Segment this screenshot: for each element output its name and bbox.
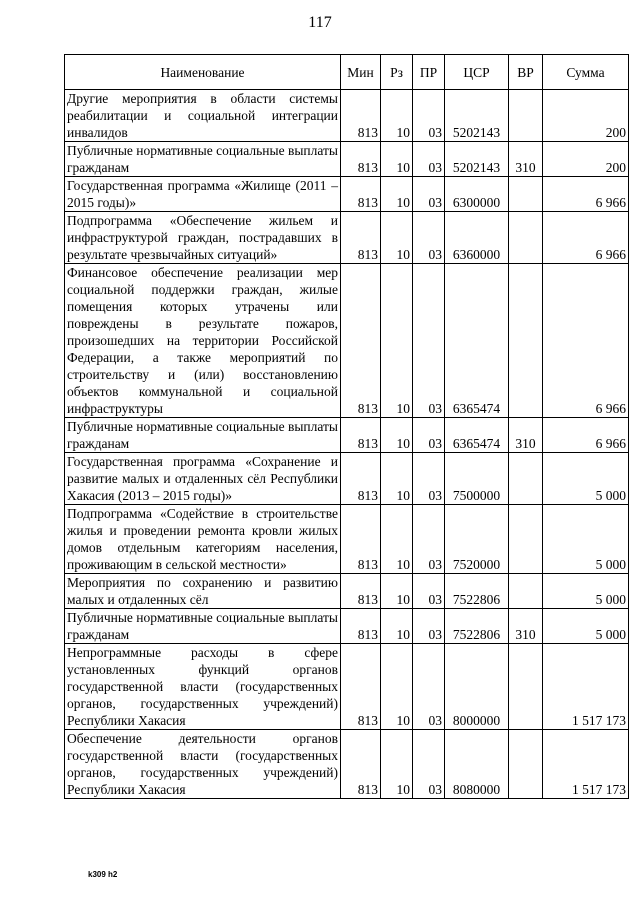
header-vr: ВР	[509, 55, 543, 90]
cell-min: 813	[341, 453, 381, 505]
cell-name: Подпрограмма «Обеспечение жильем и инфраструктурой граждан, пострадавших в результате чрезвычайных ситуаций»	[65, 212, 341, 264]
cell-pr: 03	[413, 505, 445, 574]
header-csr: ЦСР	[445, 55, 509, 90]
cell-vr	[509, 453, 543, 505]
cell-vr	[509, 644, 543, 730]
table-row	[65, 609, 629, 644]
cell-vr	[509, 90, 543, 142]
cell-csr: 7522806	[445, 574, 509, 609]
cell-sum: 5 000	[543, 453, 629, 505]
header-min: Мин	[341, 55, 381, 90]
cell-name: Государственная программа «Жилище (2011 – 2015 годы)»	[65, 177, 341, 212]
cell-name: Непрограммные расходы в сфере установленных функций органов государственной власти (государственных органов, государственных учреждений) Республики Хакасия	[65, 644, 341, 730]
cell-min: 813	[341, 730, 381, 799]
cell-min: 813	[341, 574, 381, 609]
header-rz: Рз	[381, 55, 413, 90]
cell-csr: 6365474	[445, 264, 509, 418]
cell-sum: 5 000	[543, 505, 629, 574]
cell-min: 813	[341, 505, 381, 574]
cell-name: Другие мероприятия в области системы реабилитации и социальной интеграции инвалидов	[65, 90, 341, 142]
cell-vr: 310	[509, 142, 543, 177]
cell-name: Публичные нормативные социальные выплаты гражданам	[65, 418, 341, 453]
cell-pr: 03	[413, 574, 445, 609]
cell-pr: 03	[413, 212, 445, 264]
table-row	[65, 730, 629, 799]
cell-vr: 310	[509, 609, 543, 644]
cell-sum: 5 000	[543, 609, 629, 644]
cell-csr: 6365474	[445, 418, 509, 453]
cell-csr: 5202143	[445, 142, 509, 177]
cell-csr: 6300000	[445, 177, 509, 212]
cell-vr	[509, 574, 543, 609]
cell-name: Публичные нормативные социальные выплаты гражданам	[65, 609, 341, 644]
cell-csr: 6360000	[445, 212, 509, 264]
cell-csr: 8000000	[445, 644, 509, 730]
cell-csr: 7500000	[445, 453, 509, 505]
cell-sum: 1 517 173	[543, 644, 629, 730]
table-row	[65, 264, 629, 418]
cell-csr: 8080000	[445, 730, 509, 799]
cell-vr	[509, 264, 543, 418]
header-sum: Сумма	[543, 55, 629, 90]
cell-rz: 10	[381, 418, 413, 453]
cell-min: 813	[341, 90, 381, 142]
cell-min: 813	[341, 142, 381, 177]
cell-rz: 10	[381, 644, 413, 730]
cell-sum: 6 966	[543, 177, 629, 212]
budget-table	[64, 54, 629, 799]
footer-code: k309 h2	[88, 870, 118, 879]
table-row	[65, 418, 629, 453]
cell-vr	[509, 177, 543, 212]
cell-min: 813	[341, 418, 381, 453]
cell-pr: 03	[413, 264, 445, 418]
table-header-row	[65, 55, 629, 90]
cell-name: Публичные нормативные социальные выплаты гражданам	[65, 142, 341, 177]
cell-rz: 10	[381, 142, 413, 177]
table-row	[65, 505, 629, 574]
cell-sum: 6 966	[543, 264, 629, 418]
cell-rz: 10	[381, 574, 413, 609]
cell-min: 813	[341, 177, 381, 212]
cell-sum: 1 517 173	[543, 730, 629, 799]
cell-pr: 03	[413, 142, 445, 177]
cell-vr	[509, 730, 543, 799]
cell-name: Мероприятия по сохранению и развитию малых и отдаленных сёл	[65, 574, 341, 609]
cell-rz: 10	[381, 177, 413, 212]
cell-name: Подпрограмма «Содействие в строительстве жилья и проведении ремонта кровли жилых домов отдельным категориям населения, проживающим в сельской местности»	[65, 505, 341, 574]
cell-pr: 03	[413, 453, 445, 505]
cell-vr	[509, 212, 543, 264]
cell-pr: 03	[413, 644, 445, 730]
cell-pr: 03	[413, 609, 445, 644]
cell-vr	[509, 505, 543, 574]
cell-rz: 10	[381, 505, 413, 574]
cell-sum: 6 966	[543, 418, 629, 453]
cell-rz: 10	[381, 730, 413, 799]
table-row	[65, 453, 629, 505]
cell-csr: 7522806	[445, 609, 509, 644]
cell-name: Государственная программа «Сохранение и развитие малых и отдаленных сёл Республики Хакасия (2013 – 2015 годы)»	[65, 453, 341, 505]
table-row	[65, 90, 629, 142]
cell-pr: 03	[413, 730, 445, 799]
cell-sum: 200	[543, 90, 629, 142]
cell-vr: 310	[509, 418, 543, 453]
cell-min: 813	[341, 212, 381, 264]
header-pr: ПР	[413, 55, 445, 90]
table-row	[65, 644, 629, 730]
cell-min: 813	[341, 609, 381, 644]
cell-rz: 10	[381, 609, 413, 644]
cell-min: 813	[341, 644, 381, 730]
table-body	[65, 90, 629, 799]
cell-sum: 5 000	[543, 574, 629, 609]
cell-name: Обеспечение деятельности органов государственной власти (государственных органов, государственных учреждений) Республики Хакасия	[65, 730, 341, 799]
table-row	[65, 142, 629, 177]
cell-rz: 10	[381, 453, 413, 505]
table-row	[65, 574, 629, 609]
cell-csr: 5202143	[445, 90, 509, 142]
table-row	[65, 177, 629, 212]
cell-name: Финансовое обеспечение реализации мер социальной поддержки граждан, жилые помещения которых утрачены или повреждены в результате пожаров, произошедших на территории Российской Федерации, а также мероприятий по строительству и (или) восстановлению объектов коммунальной и социальной инфраструктуры	[65, 264, 341, 418]
cell-pr: 03	[413, 90, 445, 142]
table-row	[65, 212, 629, 264]
cell-rz: 10	[381, 212, 413, 264]
cell-min: 813	[341, 264, 381, 418]
cell-pr: 03	[413, 418, 445, 453]
cell-rz: 10	[381, 90, 413, 142]
cell-csr: 7520000	[445, 505, 509, 574]
cell-sum: 200	[543, 142, 629, 177]
header-name: Наименование	[65, 55, 341, 90]
cell-pr: 03	[413, 177, 445, 212]
page-number: 117	[308, 14, 332, 31]
cell-rz: 10	[381, 264, 413, 418]
cell-sum: 6 966	[543, 212, 629, 264]
